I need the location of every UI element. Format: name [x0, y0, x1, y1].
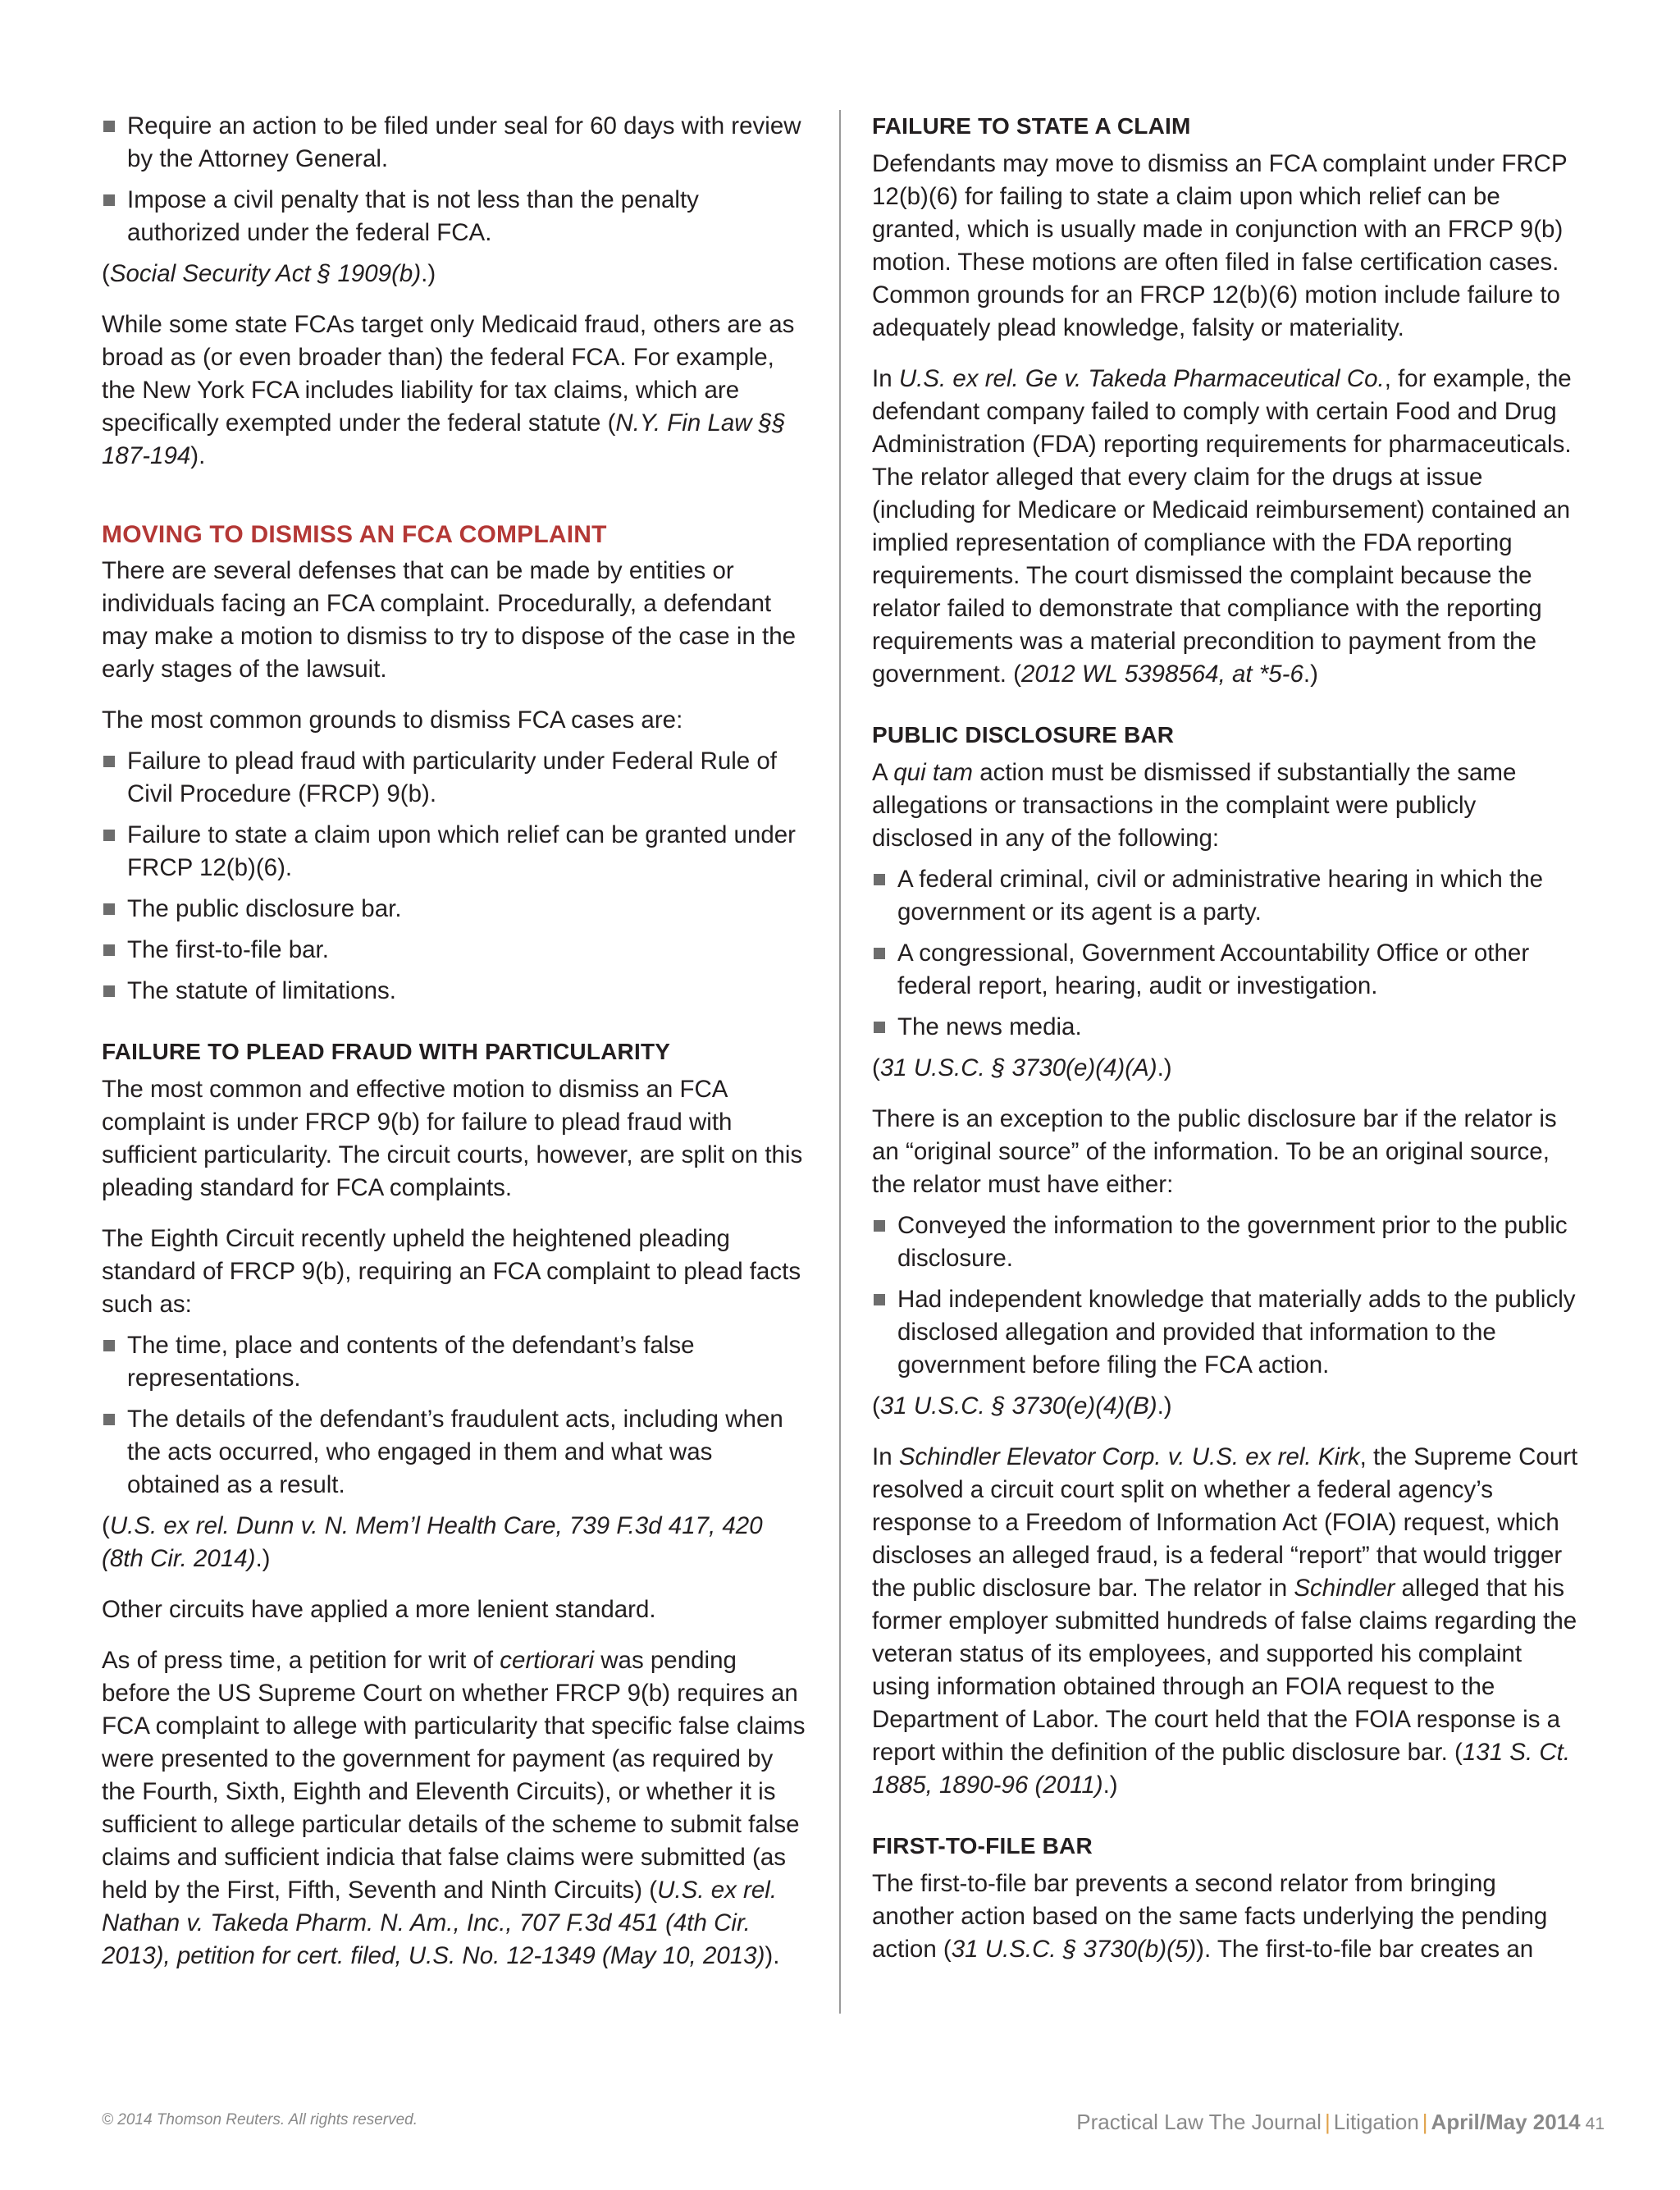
list-item: Failure to plead fraud with particularity under Federal Rule of Civil Procedure (FRCP) 9(b). — [102, 745, 809, 811]
right-column — [872, 110, 1579, 1984]
paragraph-defenses: There are several defenses that can be made by entities or individuals facing an FCA complaint. Procedurally, a defendant may make a motion to dismiss to try to dispose of the case in the early stages of the lawsuit. — [102, 557, 797, 683]
list-item: A congressional, Government Accountability Office or other federal report, hearing, audit or investigation. — [872, 937, 1579, 1003]
paragraph-state-fcas: While some state FCAs target only Medicaid fraud, others are as broad as (or even broader than) the federal FCA. For example, the New York FCA includes liability for tax claims, which are specifically exempted under the federal statute (N.Y. Fin Law §§ 187-194). — [102, 311, 795, 469]
page-number: 41 — [1585, 2115, 1605, 2133]
citation-3730-e4b: (31 U.S.C. § 3730(e)(4)(B).) — [872, 1392, 1172, 1420]
paragraph-common-grounds: The most common grounds to dismiss FCA cases are: — [102, 706, 683, 734]
paragraph-qui-tam: A qui tam action must be dismissed if substantially the same allegations or transactions in the complaint were publicly disclosed in any of the following: — [872, 759, 1517, 852]
list-item: The news media. — [872, 1011, 1579, 1044]
footer-section: Litigation — [1333, 2110, 1419, 2134]
section-heading-moving-to-dismiss: MOVING TO DISMISS AN FCA COMPLAINT — [102, 521, 607, 548]
list-item: The details of the defendant’s fraudulent acts, including when the acts occurred, who engaged in them and what was obtained as a result. — [102, 1403, 809, 1502]
list-item: The first-to-file bar. — [102, 934, 809, 967]
list-item: The time, place and contents of the defendant’s false representations. — [102, 1329, 809, 1395]
state-requirements-list — [102, 110, 809, 249]
paragraph-effective-motion: The most common and effective motion to dismiss an FCA complaint is under FRCP 9(b) for failure to plead fraud with sufficient particularity. The circuit courts, however, are split on this pleading standard for FCA complaints. — [102, 1076, 803, 1201]
paragraph-schindler: In Schindler Elevator Corp. v. U.S. ex rel. Kirk, the Supreme Court resolved a circuit court split on whether a federal agency’s response to a Freedom of Information Act (FOIA) request, which discloses an alleged fraud, is a federal “report” that would trigger the public disclosure bar. The relator in Schindler alleged that his former employer submitted hundreds of false claims regarding the veteran status of its employees, and supported his complaint using information obtained through an FOIA request to the Department of Labor. The court held that the FOIA response is a report within the definition of the public disclosure bar. (131 S. Ct. 1885, 1890-96 (2011).) — [872, 1443, 1578, 1799]
subheading-failure-to-state-claim: FAILURE TO STATE A CLAIM — [872, 113, 1191, 139]
list-item: Failure to state a claim upon which relief can be granted under FRCP 12(b)(6). — [102, 819, 809, 885]
subheading-particularity: FAILURE TO PLEAD FRAUD WITH PARTICULARITY — [102, 1039, 671, 1064]
subheading-public-disclosure-bar: PUBLIC DISCLOSURE BAR — [872, 722, 1175, 748]
paragraph-original-source: There is an exception to the public disclosure bar if the relator is an “original source” of the information. To be an original source, the relator must have either: — [872, 1105, 1557, 1198]
footer-copyright: © 2014 Thomson Reuters. All rights reserved. — [102, 2111, 418, 2128]
grounds-list — [102, 745, 809, 1008]
facts-list — [102, 1329, 809, 1502]
citation-ssa: (Social Security Act § 1909(b).) — [102, 260, 436, 287]
citation-3730-e4a: (31 U.S.C. § 3730(e)(4)(A).) — [872, 1054, 1172, 1081]
paragraph-ge-takeda: In U.S. ex rel. Ge v. Takeda Pharmaceutical Co., for example, the defendant company failed to comply with certain Food and Drug Administration (FDA) reporting requirements for pharmaceuticals. The relator alleged that every claim for the drugs at issue (including for Medicare or Medicaid reimbursement) contained an implied representation of compliance with the FDA reporting requirements. The court dismissed the complaint because the relator failed to demonstrate that compliance with the reporting requirements was a material precondition to payment from the government. (2012 WL 5398564, at *5-6.) — [872, 365, 1572, 688]
list-item: A federal criminal, civil or administrative hearing in which the government or its agent is a party. — [872, 863, 1579, 929]
list-item: Conveyed the information to the government prior to the public disclosure. — [872, 1209, 1579, 1275]
paragraph-press-time: As of press time, a petition for writ of certiorari was pending before the US Supreme Court on whether FRCP 9(b) requires an FCA complaint to allege with particularity that specific false claims were presented to the government for payment (as required by the Fourth, Sixth, Eighth and Eleventh Circuits), or whether it is sufficient to allege particular details of the scheme to submit false claims and sufficient indicia that false claims were submitted (as held by the First, Fifth, Seventh and Ninth Circuits) (U.S. ex rel. Nathan v. Takeda Pharm. N. Am., Inc., 707 F.3d 451 (4th Cir. 2013), petition for cert. filed, U.S. No. 12-1349 (May 10, 2013)). — [102, 1647, 806, 1969]
footer-journal: Practical Law The Journal — [1076, 2110, 1322, 2134]
list-item: Require an action to be filed under seal for 60 days with review by the Attorney General. — [102, 110, 809, 176]
list-item: Impose a civil penalty that is not less than the penalty authorized under the federal FCA. — [102, 184, 809, 249]
footer-publication: Practical Law The Journal | Litigation | April/May 2014 41 — [1076, 2110, 1605, 2134]
citation-dunn: (U.S. ex rel. Dunn v. N. Mem’l Health Care, 739 F.3d 417, 420 (8th Cir. 2014).) — [102, 1512, 763, 1572]
list-item: Had independent knowledge that materially adds to the publicly disclosed allegation and provided that information to the government before filing the FCA action. — [872, 1283, 1579, 1382]
subheading-first-to-file-bar: FIRST-TO-FILE BAR — [872, 1833, 1093, 1859]
paragraph-12b6: Defendants may move to dismiss an FCA complaint under FRCP 12(b)(6) for failing to state a claim upon which relief can be granted, which is usually made in conjunction with an FRCP 9(b) motion. These motions are often filed in false certification cases. Common grounds for an FRCP 12(b)(6) motion include failure to adequately plead knowledge, falsity or materiality. — [872, 150, 1568, 341]
left-column — [102, 110, 809, 1991]
original-source-list — [872, 1209, 1579, 1382]
list-item: The statute of limitations. — [102, 975, 809, 1008]
paragraph-lenient: Other circuits have applied a more lenient standard. — [102, 1596, 656, 1623]
disclosure-sources-list — [872, 863, 1579, 1044]
paragraph-eighth-circuit: The Eighth Circuit recently upheld the heightened pleading standard of FRCP 9(b), requiring an FCA complaint to plead facts such as: — [102, 1225, 801, 1318]
footer-issue: April/May 2014 — [1431, 2110, 1581, 2134]
column-divider — [839, 110, 841, 2014]
paragraph-first-to-file: The first-to-file bar prevents a second relator from bringing another action based on the same facts underlying the pending action (31 U.S.C. § 3730(b)(5)). The first-to-file bar creates an — [872, 1870, 1548, 1963]
list-item: The public disclosure bar. — [102, 893, 809, 926]
